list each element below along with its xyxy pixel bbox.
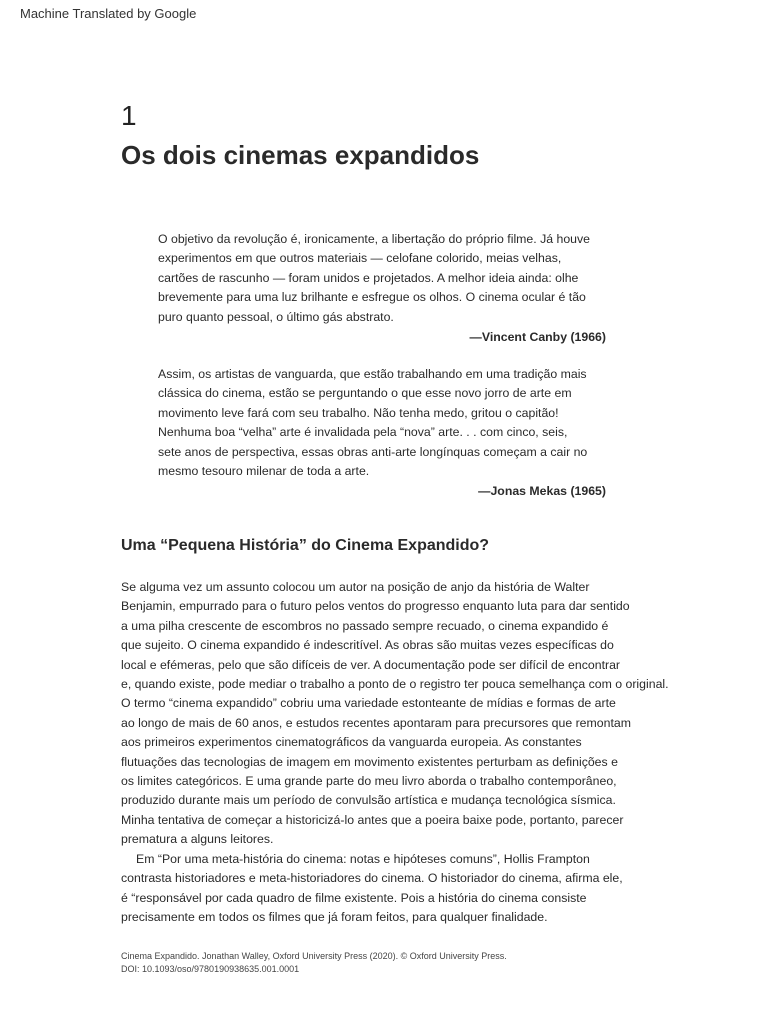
body-line: precisamente em todos os filmes que já foram feitos, para qualquer finalidade. (121, 909, 548, 924)
body-text (121, 578, 701, 927)
epigraph-line: cartões de rascunho — foram unidos e projetados. A melhor ideia ainda: olhe (158, 270, 579, 285)
body-line: e, quando existe, pode mediar o trabalho a ponto de o registro ter pouca semelhança com o original. (121, 677, 669, 692)
epigraph-attribution: —Vincent Canby (1966) (469, 330, 606, 345)
body-line: os limites categóricos. E uma grande parte do meu livro aborda o trabalho contemporâneo, (121, 774, 617, 789)
epigraph-line: puro quanto pessoal, o último gás abstrato. (158, 309, 394, 324)
epigraph-attribution: —Jonas Mekas (1965) (478, 484, 606, 499)
epigraph-line: clássica do cinema, estão se perguntando o que esse novo jorro de arte em (158, 386, 572, 401)
epigraph-mekas (158, 365, 610, 502)
body-line: Benjamin, empurrado para o futuro pelos ventos do progresso enquanto luta para dar sentido (121, 599, 630, 614)
chapter-title: Os dois cinemas expandidos (121, 140, 480, 170)
body-line: prematura a alguns leitores. (121, 832, 274, 847)
body-line: local e efémeras, pelo que são difíceis de ver. A documentação pode ser difícil de encontrar (121, 657, 621, 672)
body-line: a uma pilha crescente de escombros no passado sempre recuado, o cinema expandido é (121, 618, 609, 633)
body-line: é “responsável por cada quadro de filme existente. Pois a história do cinema consiste (121, 890, 587, 905)
body-line: O termo “cinema expandido” cobriu uma variedade estonteante de mídias e formas de arte (121, 696, 616, 711)
body-line: Se alguma vez um assunto colocou um autor na posição de anjo da história de Walter (121, 580, 590, 594)
body-line: Em “Por uma meta-história do cinema: notas e hipóteses comuns”, Hollis Frampton (136, 851, 590, 866)
section-heading: Uma “Pequena História” do Cinema Expandido? (121, 537, 490, 554)
body-line: ao longo de mais de 60 anos, e estudos recentes apontaram para precursores que remontam (121, 715, 631, 730)
footer-doi: DOI: 10.1093/oso/9780190938635.001.0001 (121, 964, 300, 974)
chapter-number: 1 (121, 100, 137, 131)
body-line: contrasta historiadores e meta-historiadores do cinema. O historiador do cinema, afirma ele, (121, 871, 623, 886)
epigraph-line: Assim, os artistas de vanguarda, que estão trabalhando em uma tradição mais (158, 367, 587, 381)
body-line: que sujeito. O cinema expandido é indescritível. As obras são muitas vezes específicas do (121, 638, 614, 653)
body-line: aos primeiros experimentos cinematográficos da vanguarda europeia. As constantes (121, 735, 582, 750)
epigraph-line: Nenhuma boa “velha” arte é invalidada pela “nova” arte. . . com cinco, seis, (158, 425, 568, 440)
epigraph-line: mesmo tesouro milenar de toda a arte. (158, 464, 370, 479)
machine-translation-banner: Machine Translated by Google (20, 6, 197, 21)
footer-citation: Cinema Expandido. Jonathan Walley, Oxford University Press (2020). © Oxford University Press. (121, 951, 507, 961)
epigraph-line: O objetivo da revolução é, ironicamente, a libertação do próprio filme. Já houve (158, 232, 591, 246)
epigraph-line: experimentos em que outros materiais — celofane colorido, meias velhas, (158, 251, 562, 266)
page-footer (121, 950, 507, 976)
body-line: Minha tentativa de começar a historicizá-lo antes que a poeira baixe pode, portanto, parecer (121, 812, 624, 827)
epigraph-line: brevemente para uma luz brilhante e esfregue os olhos. O cinema ocular é tão (158, 290, 586, 305)
epigraph-line: movimento leve fará com seu trabalho. Não tenha medo, gritou o capitão! (158, 405, 559, 420)
epigraph-line: sete anos de perspectiva, essas obras anti-arte longínquas começam a cair no (158, 444, 588, 459)
body-line: flutuações das tecnologias de imagem em movimento existentes perturbam as definições e (121, 754, 618, 769)
body-line: produzido durante mais um período de convulsão artística e mudança tecnológica sísmica. (121, 793, 616, 808)
epigraph-canby (158, 230, 610, 347)
